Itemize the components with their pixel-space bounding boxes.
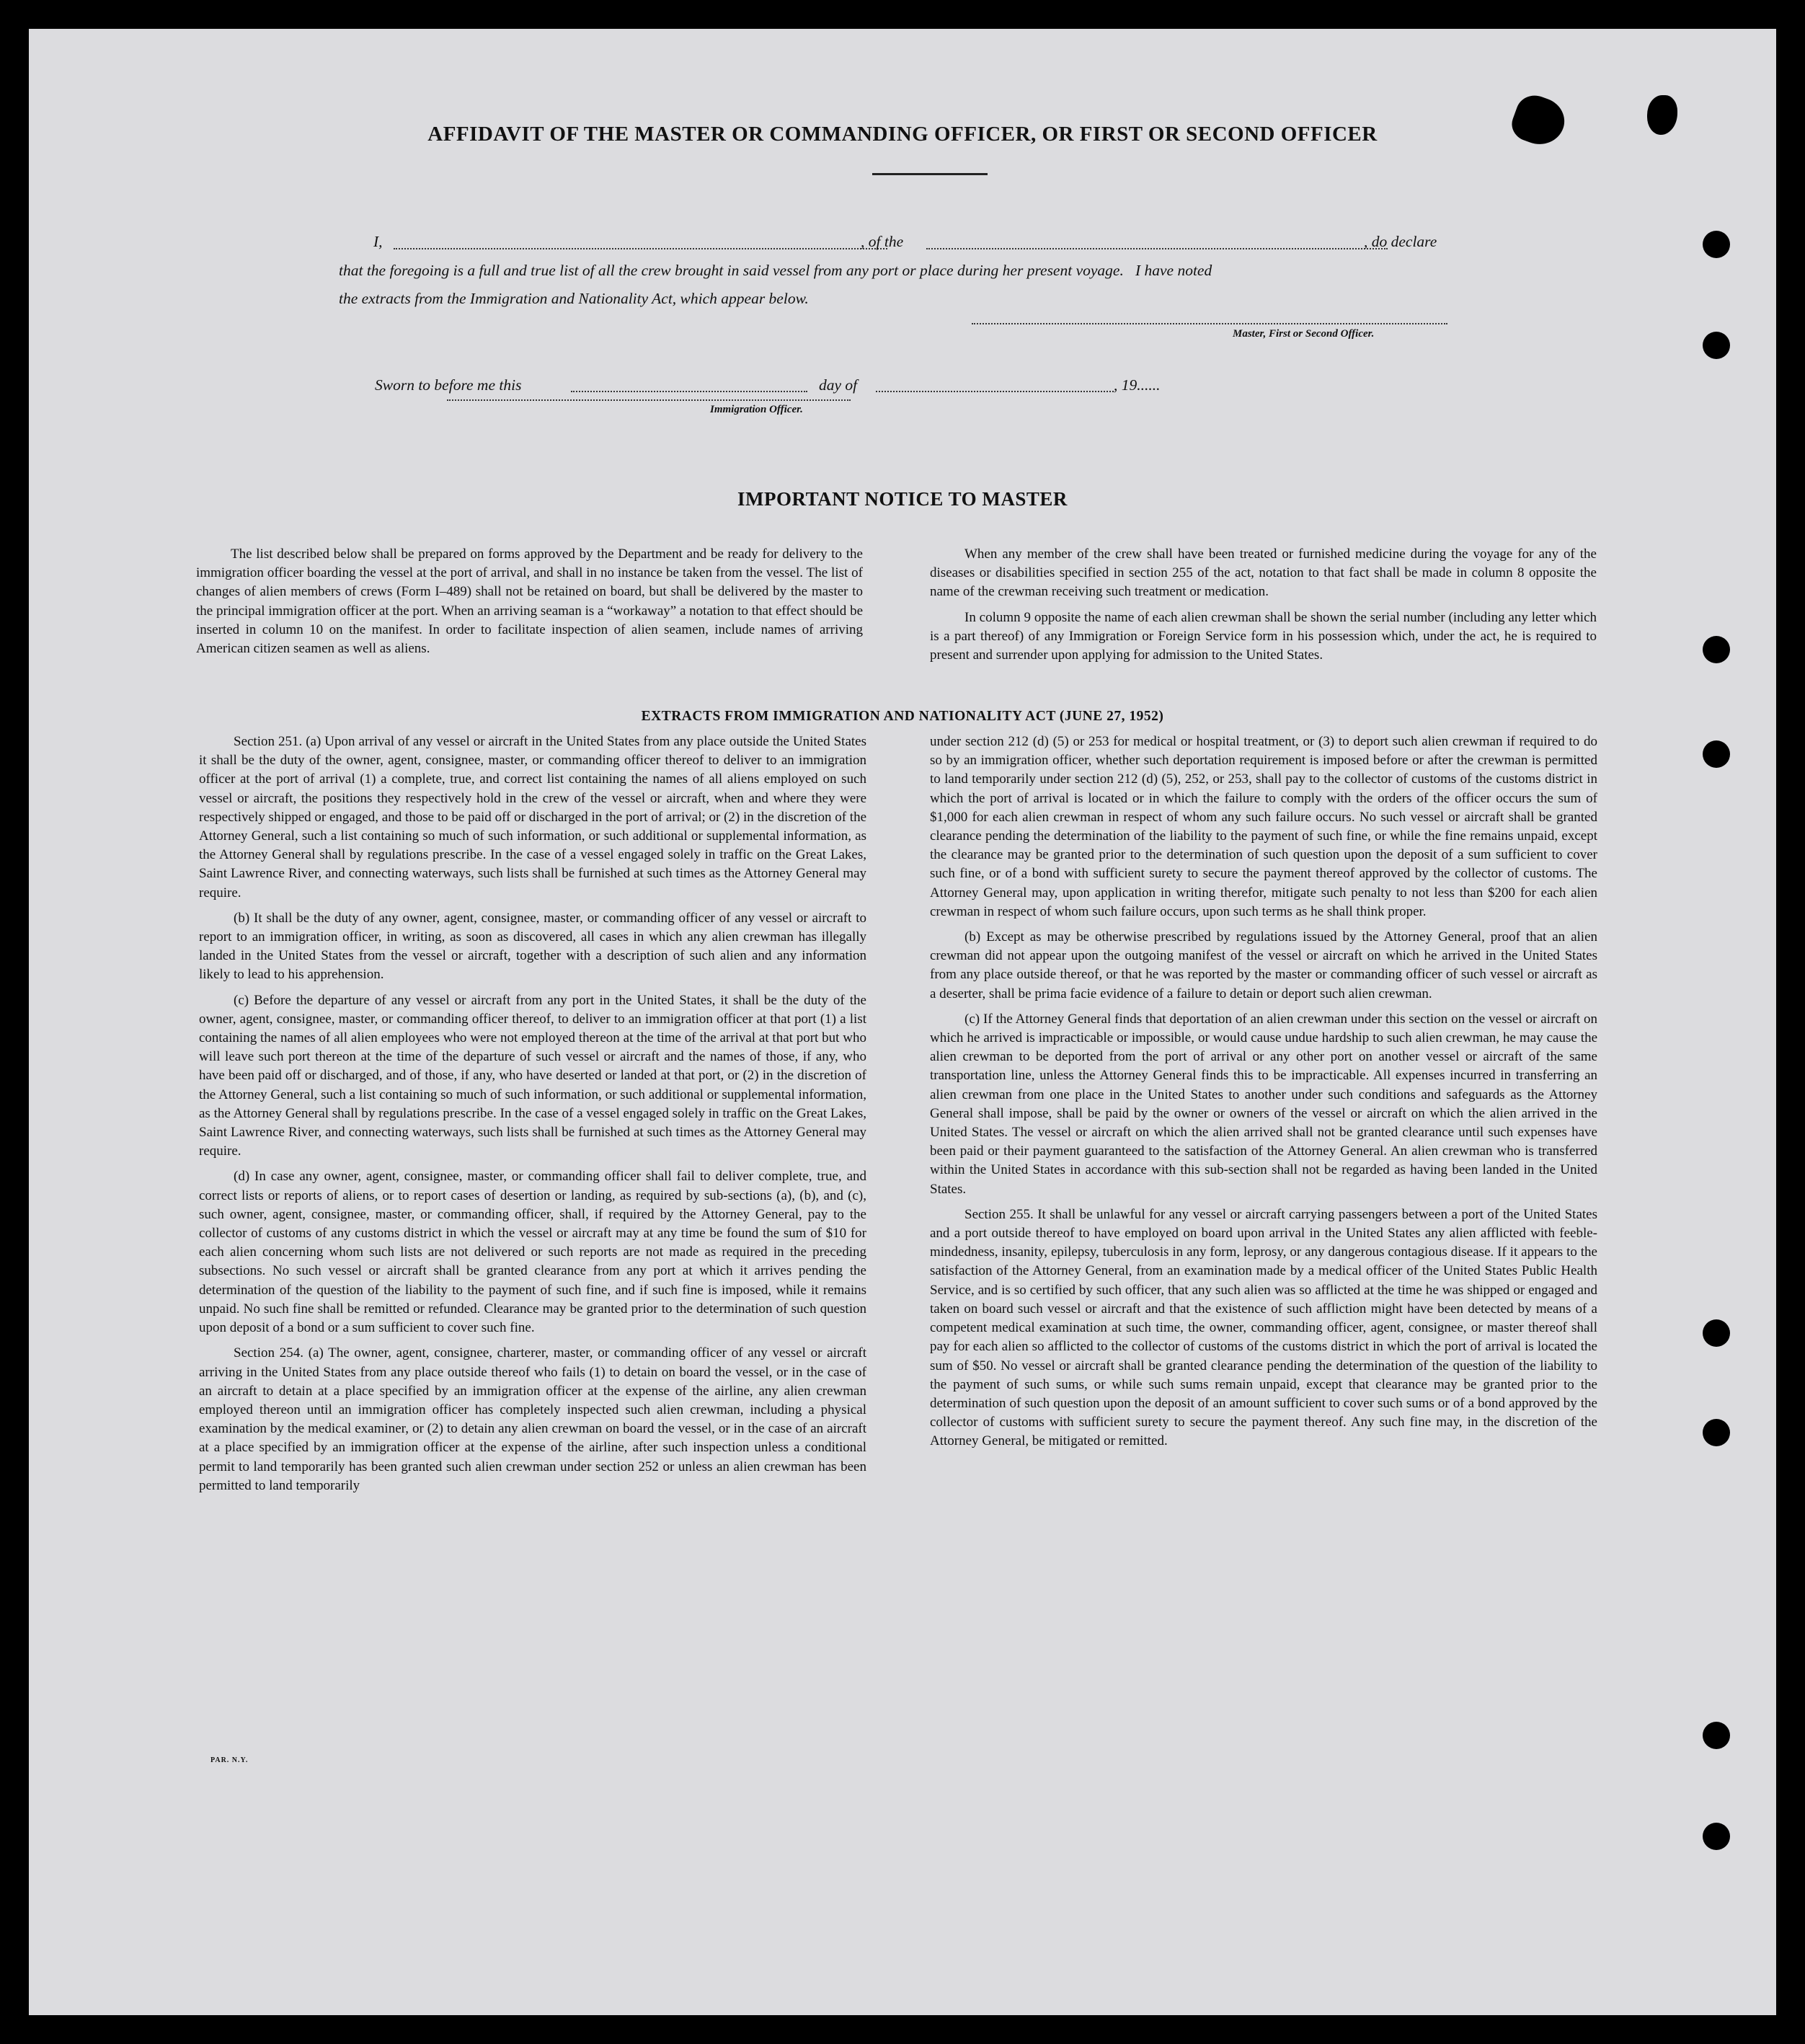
notice-title: IMPORTANT NOTICE TO MASTER [737, 488, 1068, 510]
sworn-month-line[interactable] [876, 391, 1114, 392]
section-254-b: (b) Except as may be otherwise prescribed by regulations issued by the Attorney General, proof that an alien crewman did not appear upon the outgoing manifest of the vessel or aircraft on which he arrived in the United States from any place outside thereof, or that he was reported by the master or commanding officer of such vessel or aircraft as a deserter, shall be prima facie evidence of a failure to detain or deport such alien crewman. [930, 929, 1597, 1001]
name-field-line[interactable] [394, 248, 887, 249]
section-251-c: (c) Before the departure of any vessel or aircraft from any port in the United States, it shall be the duty of the owner, agent, consignee, master, or commanding officer thereof, to deliver to an immigration officer at that port (1) a list containing the names of all alien employees who were not employed thereon at the time of the arrival at that port but who will leave such port thereon at the time of the departure of such vessel or aircraft and the names of those, if any, who have been paid off or discharged, and of those, if any, who have deserted or landed at that port, or (2) in the discretion of the Attorney General, such a list containing so much of such information, or such additional or supplemental information, as the Attorney General shall by regulations prescribe. In the case of a vessel engaged solely in traffic on the Great Lakes, Saint Lawrence River, and connecting waterways, such lists shall be furnished at such times as the Attorney General may require. [199, 992, 866, 1159]
printer-imprint: PAR. N.Y. [210, 1756, 249, 1764]
declaration-line-2: the extracts from the Immigration and Nationality Act, which appear below. [339, 290, 809, 307]
declaration-line-1: that the foregoing is a full and true list of all the crew brought in said vessel from any port or place during her present voyage. I have noted [339, 262, 1212, 279]
title-underline [872, 173, 988, 175]
extracts-left-column [199, 733, 866, 1502]
section-254-a-continued: under section 212 (d) (5) or 253 for medical or hospital treatment, or (3) to deport such alien crewman if required to do so by an immigration officer, whether such deportation requirement is imposed before or after the crewman is permitted to land temporarily under section 212 (d) (5), 252, or 253, shall pay to the collector of customs of the customs district in which the port of arrival is located or in which the failure to comply with the orders of the officer occurs the sum of $1,000 for each alien crewman in respect of whom any such failure occurs. No such vessel or aircraft shall be granted clearance pending the determination of the liability to the payment of such fine, or while the fine remains unpaid, except the clearance may be granted prior to the determination of such question upon the deposit of a sum sufficient to cover such fine, or of a bond with sufficient surety to secure the payment thereof approved by the collector of customs. The Attorney General may, upon application in writing therefor, mitigate such penalty to not less than $200 for each alien crewman in respect of whom such failure occurs, upon such terms as he shall think proper. [930, 734, 1597, 919]
section-254-c: (c) If the Attorney General finds that deportation of an alien crewman under this section on the vessel or aircraft on which he arrived is impracticable or impossible, or would cause undue hardship to such alien crewman, he may cause the alien crewman to be deported from the port of arrival or any other port on another vessel or aircraft of the same transportation line, unless the Attorney General finds this to be impracticable. All expenses incurred in transferring an alien crewman from one place in the United States to another under such conditions and safeguards as the Attorney General shall impose, shall be paid by the owner or owners of the vessel or aircraft on which the alien arrived in the United States. The vessel or aircraft on which the alien arrived shall not be granted clearance until such expenses have been paid or their payment guaranteed to the satisfaction of the Attorney General. An alien crewman who is transferred within the United States in accordance with this sub-section shall not be regarded as having been landed in the United States. [930, 1011, 1597, 1197]
vessel-field-line[interactable] [926, 248, 1388, 249]
punch-hole [1703, 1419, 1730, 1446]
notice-right-paragraph-1: When any member of the crew shall have been treated or furnished medicine during the voyage for any of the diseases or disabilities specified in section 255 of the act, notation to that fact shall be made in column 8 opposite the name of the crewman receiving such treatment or medication. [930, 547, 1597, 600]
extracts-right-column [930, 733, 1597, 1458]
affidavit-title: AFFIDAVIT OF THE MASTER OR COMMANDING OFFICER, OR FIRST OR SECOND OFFICER [427, 123, 1378, 146]
punch-hole [1703, 231, 1730, 258]
signature-line[interactable] [972, 323, 1447, 324]
notice-right-column [930, 545, 1597, 671]
sworn-day-line[interactable] [571, 391, 807, 392]
punch-hole [1703, 332, 1730, 359]
section-255: Section 255. It shall be unlawful for any vessel or aircraft carrying passengers between a port of the United States and a port outside thereof to have employed on board upon arrival in the United States any alien afflicted with feeble-mindedness, insanity, epilepsy, tuberculosis in any form, leprosy, or any dangerous contagious disease. If it appears to the satisfaction of the Attorney General, from an examination made by a medical officer of the United States Public Health Service, and is so certified by such officer, that any such alien was so afflicted at the time he was shipped or engaged and taken on board such vessel or aircraft and that the existence of such affliction might have been detected by means of a competent medical examination at such time, the owner, commanding officer, agent, consignee, or master thereof shall pay for each alien so afflicted to the collector of customs of the customs district in which the port of arrival is located the sum of $50. No vessel or aircraft shall be granted clearance pending the determination of the question of the liability to the payment of such sums, or while such sums remain unpaid, except that clearance may be granted prior to the determination of such question upon the deposit of an amount sufficient to cover such sums or of a bond approved by the collector of customs with sufficient surety to secure the payment thereof. Any such fine may, in the discretion of the Attorney General, be mitigated or remitted. [930, 1206, 1597, 1449]
section-251-d: (d) In case any owner, agent, consignee, master, or commanding officer shall fail to deliver complete, true, and correct lists or reports of aliens, or to report cases of desertion or landing, as required by sub-sections (a), (b), and (c), such owner, agent, consignee, master, or commanding officer, shall, if required by the Attorney General, pay to the collector of customs of any customs district in which the vessel or aircraft may at any time be found the sum of $10 for each alien concerning whom such lists are not delivered or such reports are not made as required in the preceding subsections. No such vessel or aircraft shall be granted clearance from any port at which it arrives pending the determination of the question of the liability to the payment of such fine, and if such fine is imposed, while it remains unpaid. No such fine shall be remitted or refunded. Clearance may be granted prior to the determination of such question upon deposit of a bond or a sum sufficient to cover such fine. [199, 1169, 866, 1336]
section-254-a: Section 254. (a) The owner, agent, consignee, charterer, master, or commanding officer of any vessel or aircraft arriving in the United States from any place outside thereof who fails (1) to detain on board the vessel, or in the case of an aircraft to detain at a place specified by an immigration officer at the expense of the airline, any alien crewman employed thereon until an immigration officer has completely inspected such alien crewman, including a physical examination by the medical examiner, or (2) to detain any alien crewman on board the vessel, or in the case of an aircraft at a place specified by an immigration officer at the expense of the airline, after such inspection unless a conditional permit to land temporarily has been granted such alien crewman under section 252 or unless an alien crewman has been permitted to land temporarily [199, 1345, 866, 1493]
punch-hole [1703, 740, 1730, 768]
notice-left-paragraph: The list described below shall be prepared on forms approved by the Department and be ready for delivery to the immigration officer boarding the vessel at the port of arrival, and shall in no instance be taken from the vessel. The list of changes of alien members of crews (Form I–489) shall not be retained on board, but shall be delivered by the master to the principal immigration officer at the port. When an arriving seaman is a “workaway” a notation to that effect should be inserted in column 10 on the manifest. In order to facilitate inspection of alien seamen, include names of arriving American citizen seamen as well as aliens. [196, 547, 863, 657]
punch-hole [1703, 1319, 1730, 1347]
sworn-label: Sworn to before me this [375, 376, 522, 394]
document-page [29, 29, 1776, 2015]
extracts-title: EXTRACTS FROM IMMIGRATION AND NATIONALITY ACT (JUNE 27, 1952) [641, 709, 1164, 724]
officer-label: Immigration Officer. [710, 404, 803, 415]
signature-label: Master, First or Second Officer. [1233, 328, 1375, 340]
year-label: , 19...... [1114, 376, 1161, 394]
notice-left-column [196, 545, 863, 665]
officer-signature-line[interactable] [447, 399, 851, 401]
section-251-b: (b) It shall be the duty of any owner, agent, consignee, master, or commanding officer of any vessel or aircraft to report to an immigration officer, in writing, as soon as discovered, all cases in which any alien crewman has illegally landed in the United States from the vessel or aircraft, together with a description of such alien and any information likely to lead to his apprehension. [199, 910, 866, 983]
notice-right-paragraph-2: In column 9 opposite the name of each alien crewman shall be shown the serial number (including any letter which is a part thereof) of any Immigration or Foreign Service form in his possession which, under the act, he is required to present and surrender upon applying for admission to the United States. [930, 609, 1597, 663]
punch-hole [1703, 636, 1730, 663]
punch-hole [1703, 1823, 1730, 1850]
section-251-a: Section 251. (a) Upon arrival of any vessel or aircraft in the United States from any place outside the United States it shall be the duty of the owner, agent, consignee, master, or commanding officer thereof to deliver to an immigration officer at the port of arrival (1) a complete, true, and correct list containing the names of all aliens employed on such vessel or aircraft, the positions they respectively hold in the crew of the vessel or aircraft, when and where they were respectively shipped or engaged, and those to be paid off or discharged in the port of arrival; or (2) in the discretion of the Attorney General, such a list containing so much of such information, or such additional or supplemental information, as the Attorney General shall by regulations prescribe. In the case of a vessel engaged solely in traffic on the Great Lakes, Saint Lawrence River, and connecting waterways, such lists shall be furnished at such times as the Attorney General may require. [199, 734, 866, 901]
i-label: I, [373, 233, 383, 250]
day-of-label: day of [819, 376, 858, 394]
of-the-label: , of the [861, 233, 904, 250]
do-declare-label: , do declare [1364, 233, 1437, 250]
punch-hole [1703, 1722, 1730, 1749]
